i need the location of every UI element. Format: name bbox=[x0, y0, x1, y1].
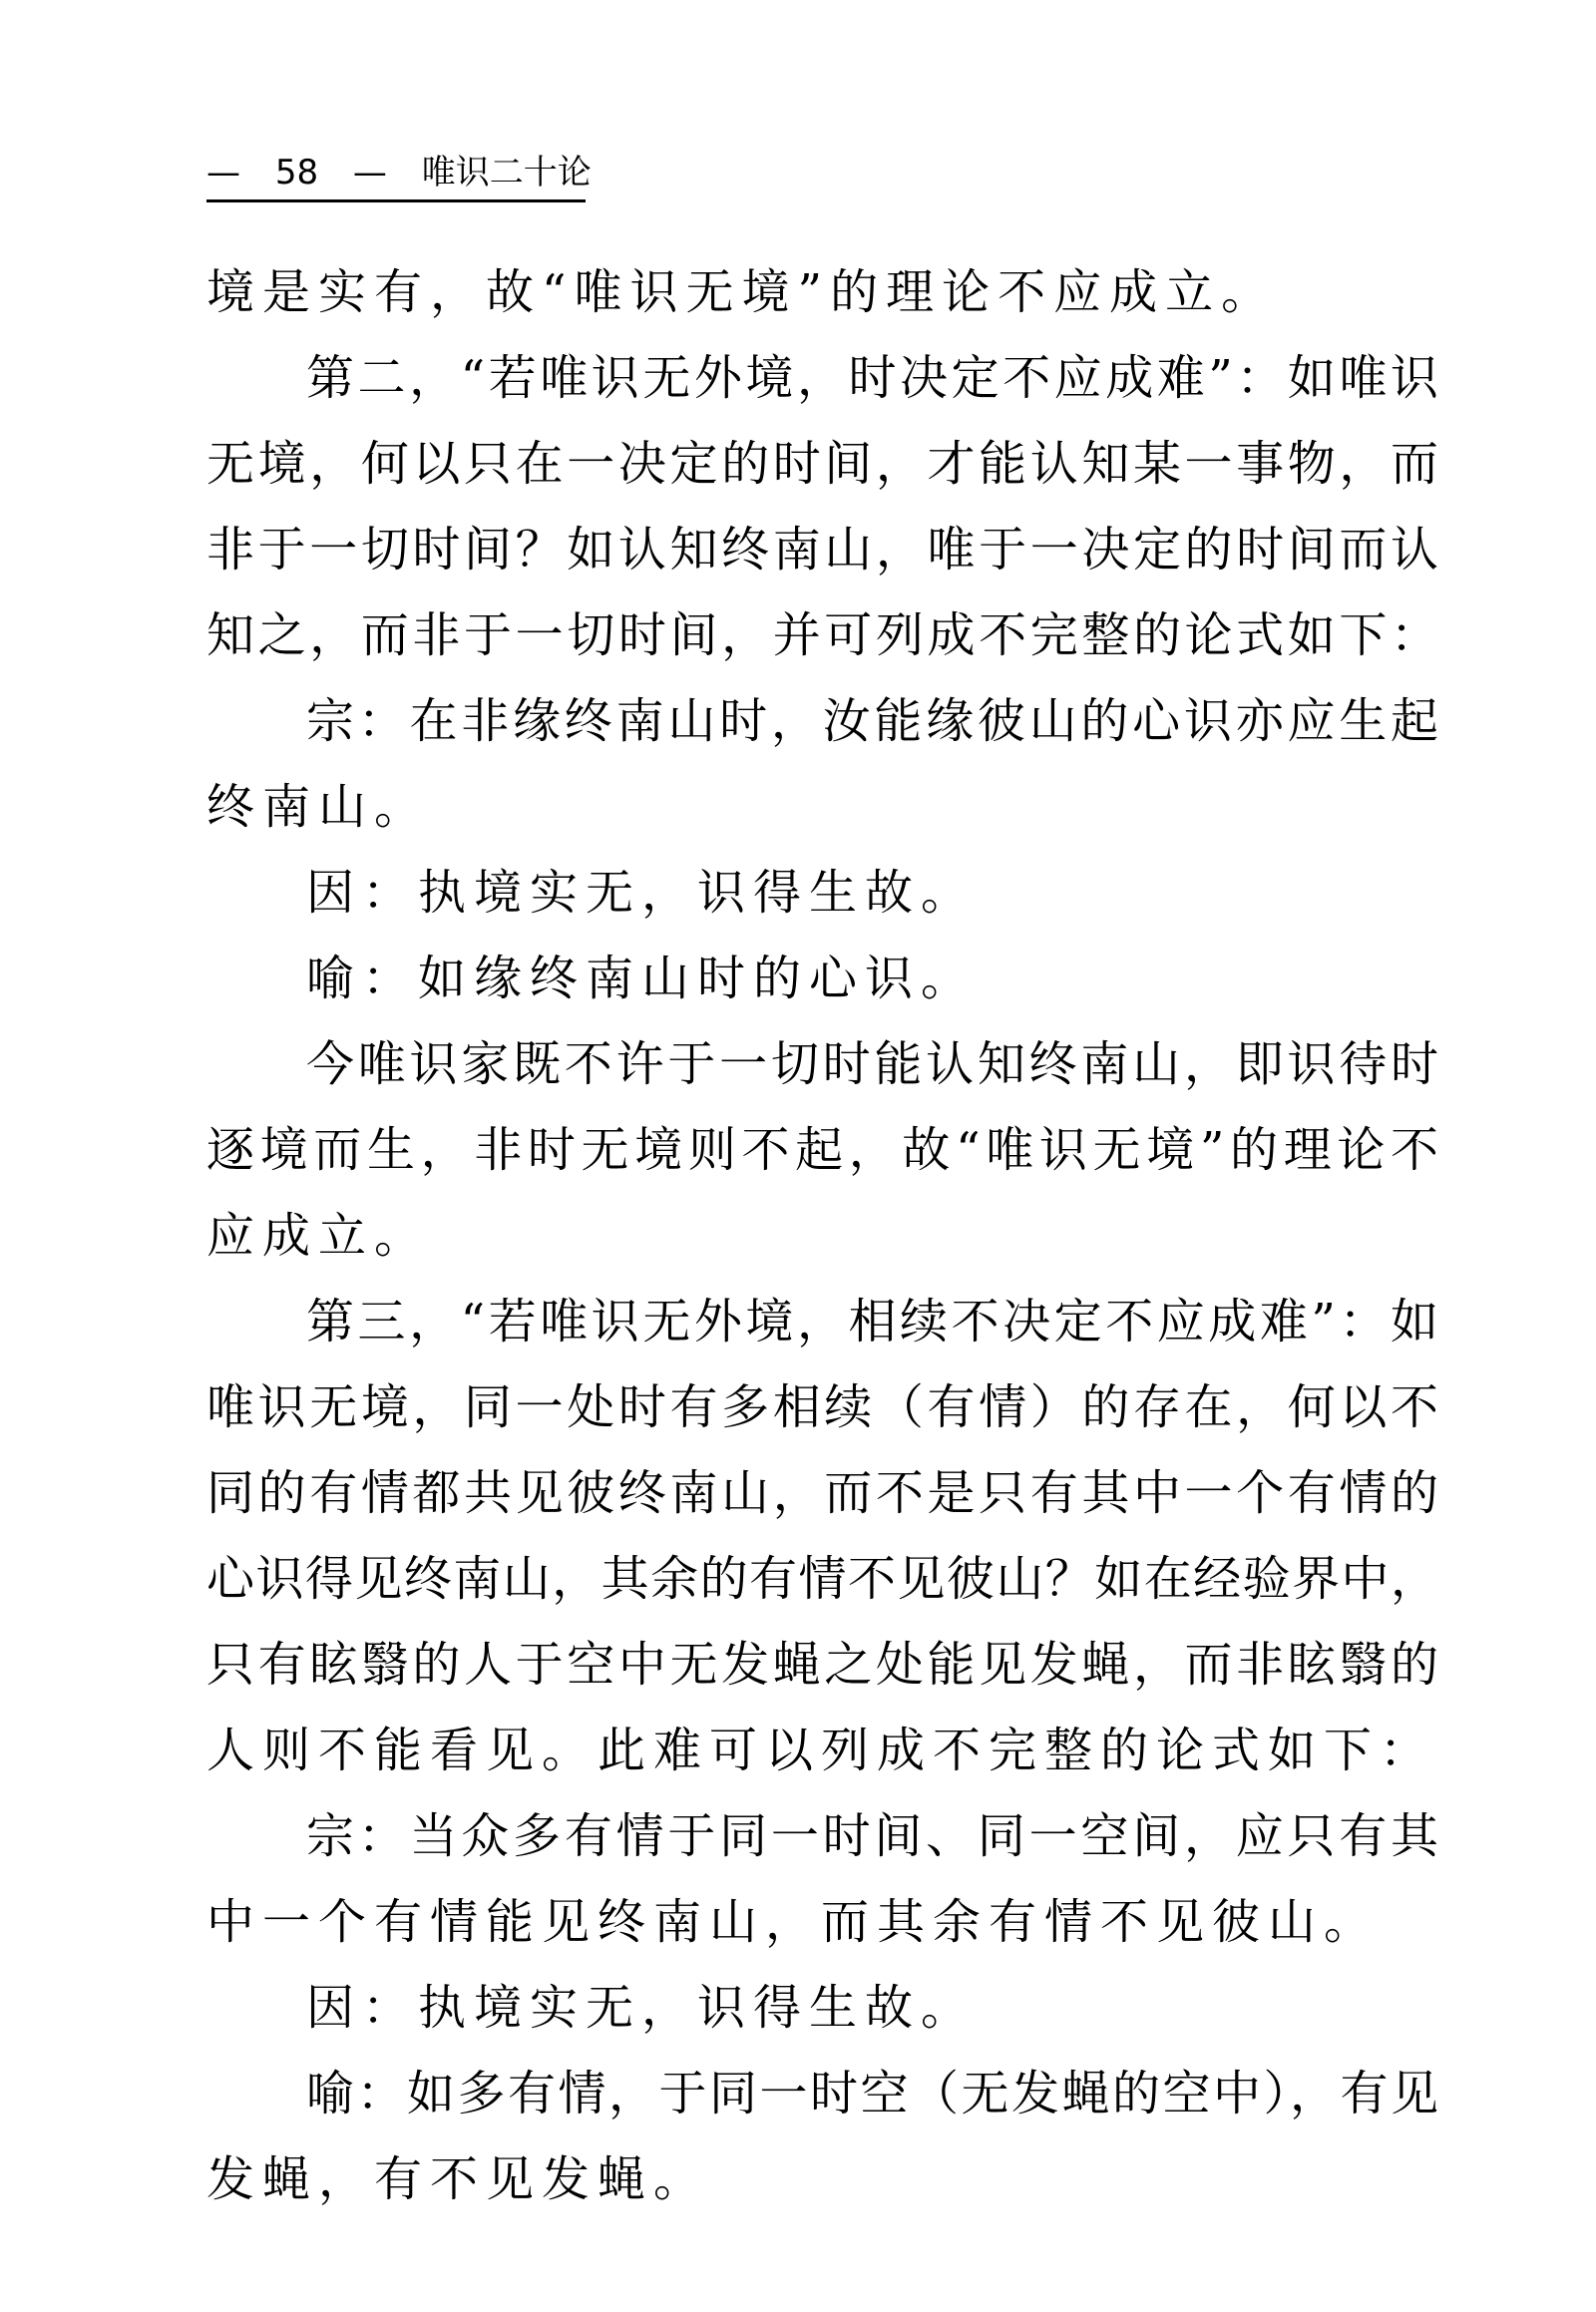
page-body-text bbox=[206, 249, 1438, 2222]
text-line: 心识得见终南山，其余的有情不见彼山？如在经验界中， bbox=[206, 1551, 1438, 1607]
text-line: 因：执境实无，识得生故。 bbox=[306, 1980, 978, 2036]
text-line: 发蝇，有不见发蝇。 bbox=[206, 2151, 710, 2207]
text-line: 宗：在非缘终南山时，汝能缘彼山的心识亦应生起 bbox=[306, 693, 1438, 749]
text-line: 唯识无境，同一处时有多相续（有情）的存在，何以不 bbox=[206, 1379, 1438, 1435]
text-line: 应成立。 bbox=[206, 1208, 431, 1264]
text-line: 无境，何以只在一决定的时间，才能认知某一事物，而 bbox=[206, 436, 1438, 492]
text-line: 今唯识家既不许于一切时能认知终南山，即识待时 bbox=[306, 1036, 1438, 1092]
text-line: 非于一切时间？如认知终南山，唯于一决定的时间而认 bbox=[206, 522, 1438, 578]
book-title: 唯识二十论 bbox=[421, 153, 592, 193]
text-line: 喻：如缘终南山时的心识。 bbox=[306, 951, 978, 1006]
text-line: 喻：如多有情，于同一时空（无发蝇的空中），有见 bbox=[306, 2066, 1438, 2121]
header-dash-left: — bbox=[206, 153, 240, 193]
text-line: 同的有情都共见彼终南山，而不是只有其中一个有情的 bbox=[206, 1465, 1438, 1521]
text-line: 中一个有情能见终南山，而其余有情不见彼山。 bbox=[206, 1894, 1381, 1950]
text-line: 境是实有，故“唯识无境”的理论不应成立。 bbox=[206, 264, 1278, 320]
page-number: 58 bbox=[274, 153, 319, 193]
text-line: 知之，而非于一切时间，并可列成不完整的论式如下： bbox=[206, 607, 1438, 663]
text-line: 终南山。 bbox=[206, 779, 431, 835]
text-line: 因：执境实无，识得生故。 bbox=[306, 865, 978, 921]
text-line: 只有眩翳的人于空中无发蝇之处能见发蝇，而非眩翳的 bbox=[206, 1637, 1438, 1693]
text-line: 逐境而生，非时无境则不起，故“唯识无境”的理论不 bbox=[206, 1122, 1438, 1178]
text-line: 第二，“若唯识无外境，时决定不应成难”：如唯识 bbox=[306, 350, 1438, 406]
header-dash-right: — bbox=[352, 153, 387, 193]
text-line: 宗：当众多有情于同一时间、同一空间，应只有其 bbox=[306, 1808, 1438, 1864]
text-line: 人则不能看见。此难可以列成不完整的论式如下： bbox=[206, 1723, 1436, 1778]
running-header bbox=[206, 150, 592, 202]
text-line: 第三，“若唯识无外境，相续不决定不应成难”：如 bbox=[306, 1294, 1438, 1349]
